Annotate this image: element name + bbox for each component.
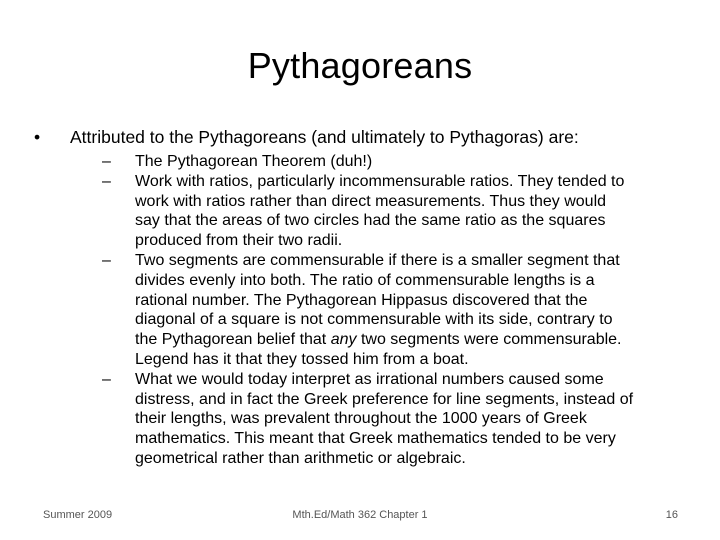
dash-icon: – [102,172,111,190]
line-text-before: the Pythagorean belief that [135,331,331,349]
sub-bullet-line: divides evenly into both. The ratio of commensurable lengths is a [135,271,595,289]
sub-bullet-list [102,152,714,469]
dash-icon: – [102,153,111,170]
sub-bullet-line: produced from their two radii. [135,232,343,250]
sub-bullet-ratios [102,172,714,251]
sub-bullet-line: rational number. The Pythagorean Hippasus discovered that the [135,291,588,309]
sub-bullet-line: geometrical rather than arithmetic or algebraic. [135,449,466,467]
sub-bullet-line: Work with ratios, particularly incommensurable ratios. They tended to [135,172,625,190]
sub-bullet-line: Legend has it that they tossed him from a boat. [135,350,469,368]
sub-bullet-theorem [102,152,714,172]
sub-bullet-line: mathematics. This meant that Greek mathematics tended to be very [135,430,616,448]
line-text-after: two segments were commensurable. [356,331,622,349]
footer-date: Summer 2009 [43,509,113,521]
sub-bullet-line: Two segments are commensurable if there is a smaller segment that [135,251,620,269]
main-bullet [34,126,714,148]
sub-bullet-line: their lengths, was prevalent throughout the 1000 years of Greek [135,410,587,428]
sub-bullet-line: say that the areas of two circles had the same ratio as the squares [135,212,606,230]
sub-bullet-line: diagonal of a square is not commensurable with its side, contrary to [135,311,613,329]
sub-bullet-irrational [102,370,714,469]
sub-bullet-line: The Pythagorean Theorem (duh!) [135,153,373,170]
sub-bullet-commensurable [102,251,714,370]
dash-icon: – [102,370,111,388]
line-text-italic: any [330,331,357,349]
bullet-icon: • [34,127,41,147]
sub-bullet-line: distress, and in fact the Greek preference for line segments, instead of [135,390,634,408]
dash-icon: – [102,251,111,269]
slide-title: Pythagoreans [247,45,473,86]
main-bullet-text: Attributed to the Pythagoreans (and ultimately to Pythagoras) are: [70,127,579,147]
slide-body [34,126,714,469]
sub-bullet-line [135,330,714,350]
sub-bullet-line: work with ratios rather than direct measurements. Thus they would [135,192,607,210]
sub-bullet-line: What we would today interpret as irrational numbers caused some [135,370,604,388]
footer-course: Mth.Ed/Math 362 Chapter 1 [292,509,428,521]
footer-page-number: 16 [665,509,678,521]
